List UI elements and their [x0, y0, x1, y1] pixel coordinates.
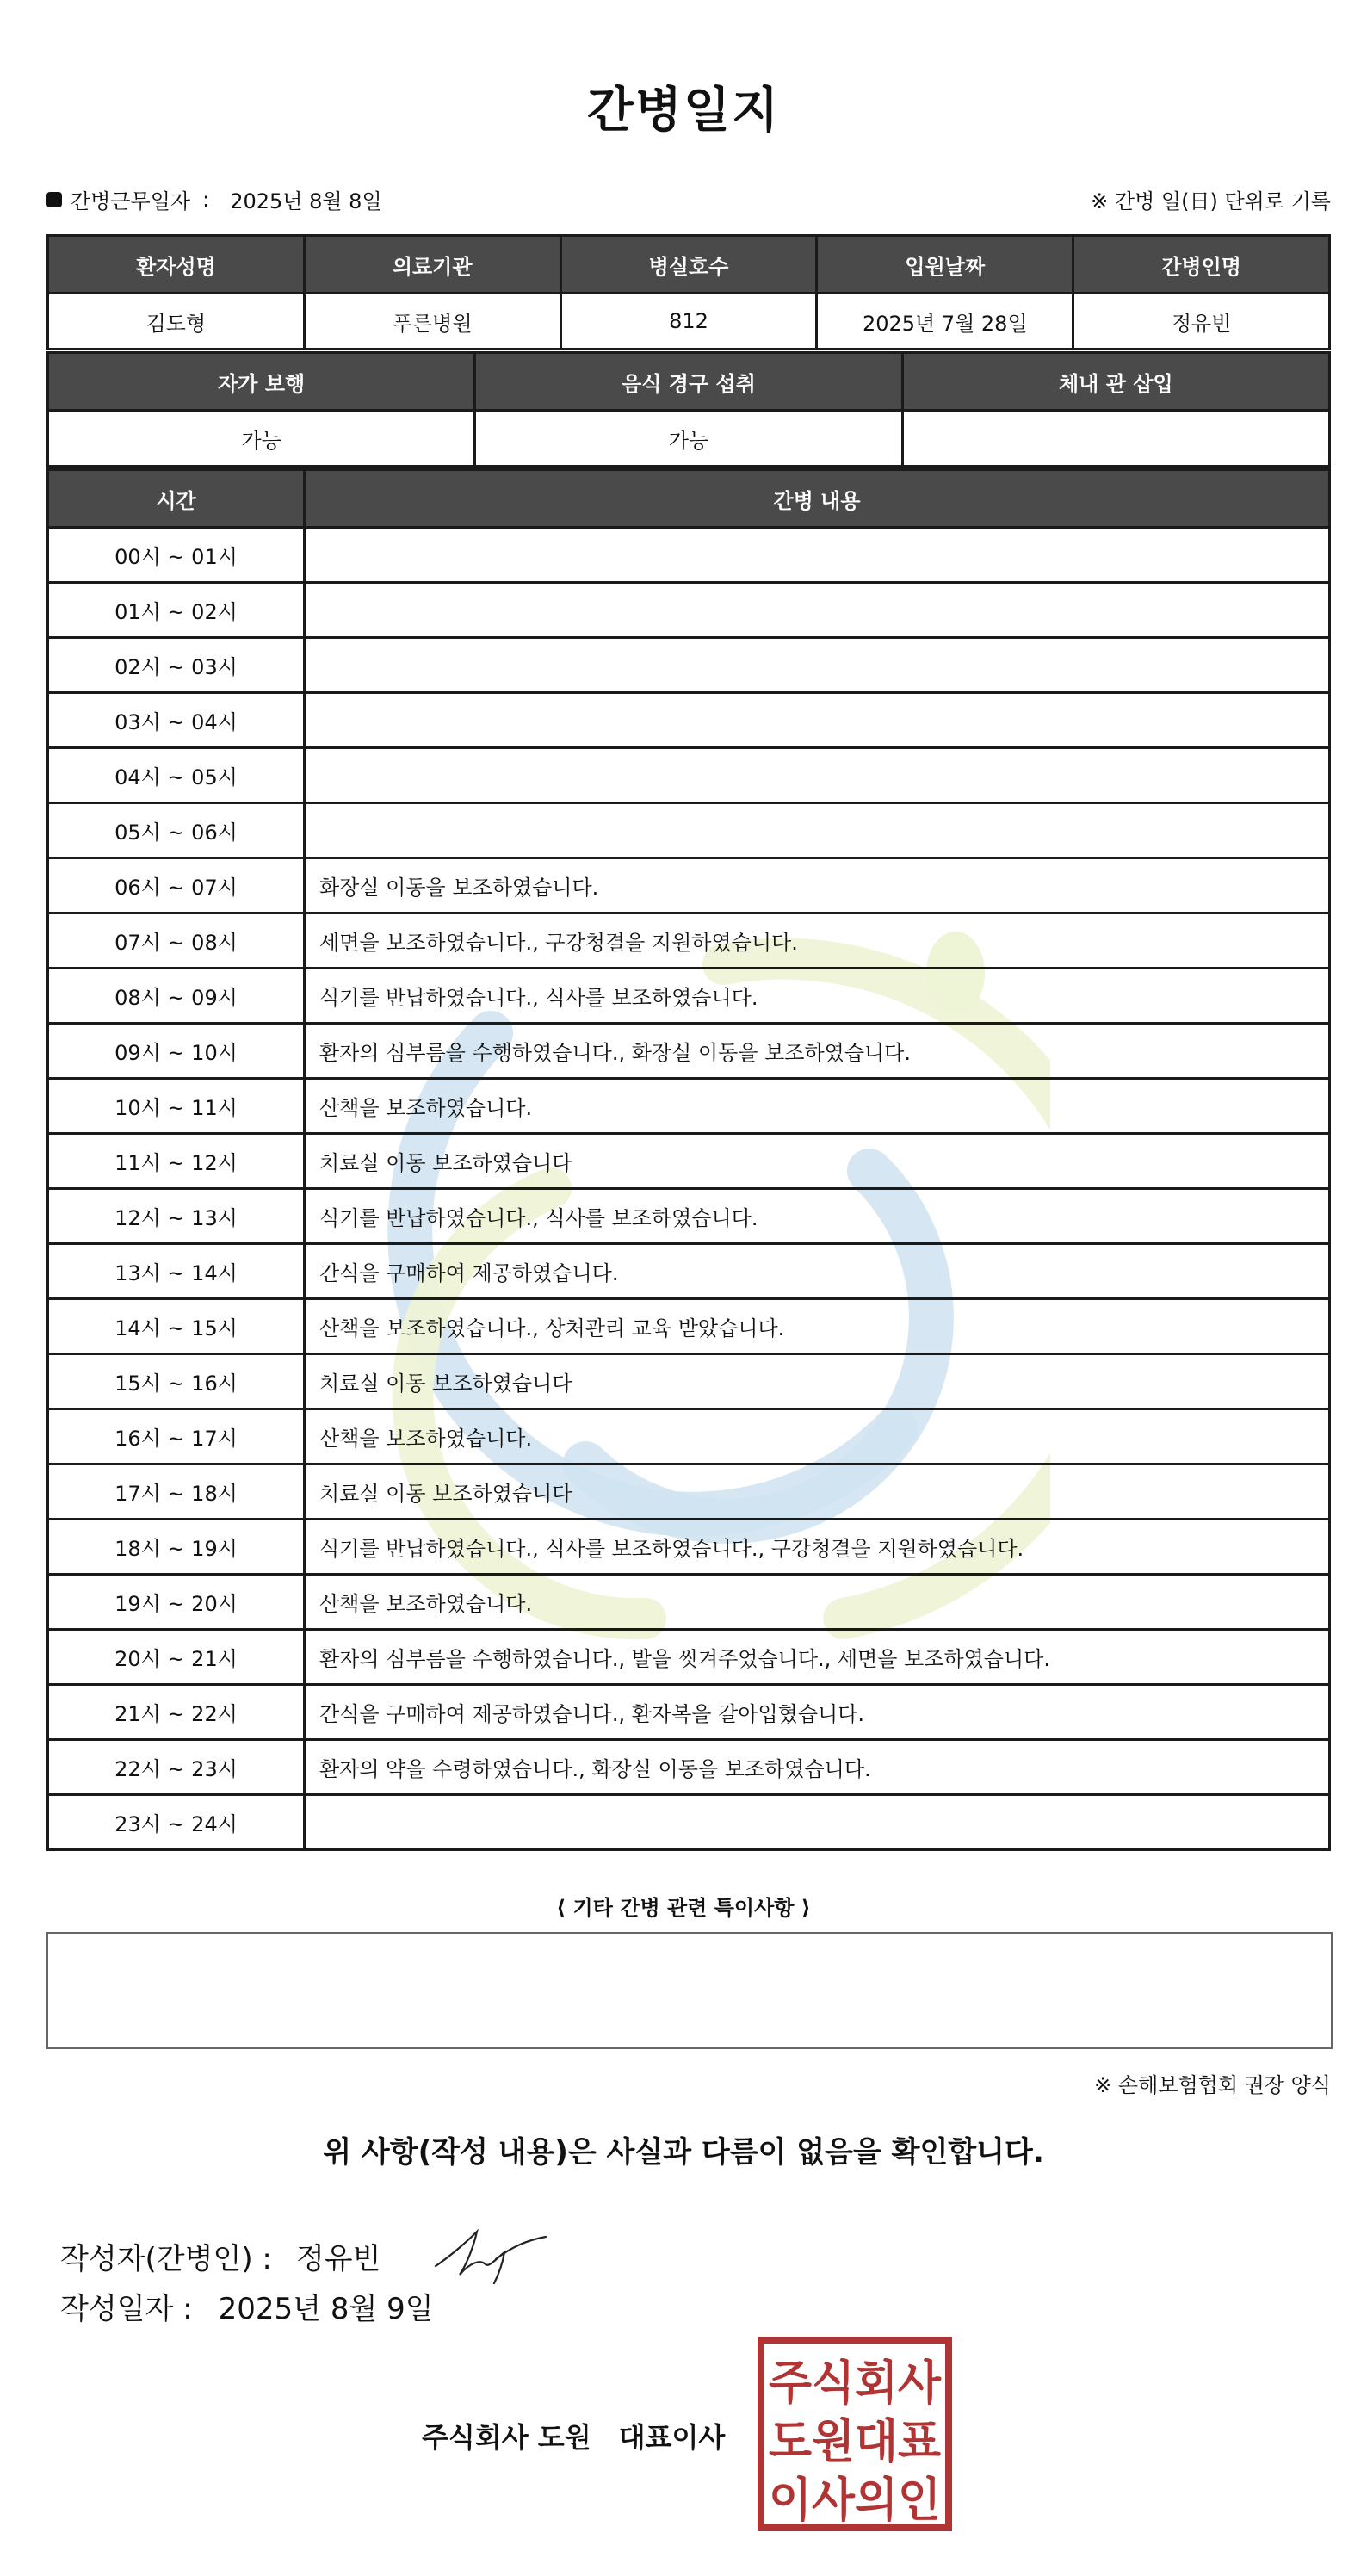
table-row	[48, 1354, 1330, 1409]
handwritten-signature	[425, 2221, 554, 2290]
table-row	[48, 1299, 1330, 1354]
content-cell	[305, 1795, 1330, 1850]
table-row	[48, 1520, 1330, 1575]
table-row	[48, 1575, 1330, 1630]
time-cell: 05시 ~ 06시	[48, 803, 305, 858]
remarks-box	[46, 1932, 1333, 2049]
table-row	[48, 913, 1330, 969]
time-cell: 23시 ~ 24시	[48, 1795, 305, 1850]
header-tube-insertion: 체내 관 삽입	[902, 353, 1329, 411]
time-cell: 14시 ~ 15시	[48, 1299, 305, 1354]
company-ceo-label: 대표이사	[618, 2421, 726, 2454]
table-row	[48, 803, 1330, 858]
content-cell: 산책을 보조하였습니다.	[305, 1575, 1330, 1630]
patient-name: 김도형	[48, 294, 305, 350]
content-cell: 세면을 보조하였습니다., 구강청결을 지원하였습니다.	[305, 913, 1330, 969]
care-log-header-row	[48, 470, 1330, 528]
header-care-content: 간병 내용	[305, 470, 1330, 528]
self-walking-value: 가능	[48, 411, 475, 467]
caregiver-name: 정유빈	[1073, 294, 1330, 350]
content-cell: 간식을 구매하여 제공하였습니다.	[305, 1244, 1330, 1299]
table-row	[48, 1079, 1330, 1134]
header-time: 시간	[48, 470, 305, 528]
time-cell: 01시 ~ 02시	[48, 583, 305, 638]
table-row	[48, 1244, 1330, 1299]
seal-line-3: 이사의인	[769, 2473, 941, 2527]
oral-intake-value: 가능	[475, 411, 902, 467]
bullet-square-icon	[46, 192, 62, 207]
company-seal-stamp	[758, 2337, 952, 2531]
time-cell: 22시 ~ 23시	[48, 1740, 305, 1795]
header-oral-intake: 음식 경구 섭취	[475, 353, 902, 411]
time-cell: 12시 ~ 13시	[48, 1189, 305, 1244]
time-cell: 10시 ~ 11시	[48, 1079, 305, 1134]
work-date-value: 2025년 8월 8일	[230, 189, 382, 214]
table-row	[48, 969, 1330, 1024]
admission-date: 2025년 7월 28일	[817, 294, 1073, 350]
table-row	[48, 693, 1330, 748]
document-title: 간병일지	[586, 83, 781, 139]
company-row	[422, 2416, 725, 2455]
content-cell: 산책을 보조하였습니다.	[305, 1409, 1330, 1464]
written-date-label: 작성일자 :	[60, 2292, 193, 2326]
seal-line-2: 도원대표	[769, 2414, 941, 2468]
time-cell: 15시 ~ 16시	[48, 1354, 305, 1409]
header-admission-date: 입원날짜	[817, 236, 1073, 294]
table-row	[48, 638, 1330, 693]
table-row	[48, 1685, 1330, 1740]
work-date-row	[46, 184, 1331, 219]
care-log-table	[46, 468, 1331, 1851]
tube-insertion-value	[902, 411, 1329, 467]
written-date-value: 2025년 8월 9일	[218, 2292, 434, 2326]
time-cell: 16시 ~ 17시	[48, 1409, 305, 1464]
header-self-walking: 자가 보행	[48, 353, 475, 411]
content-cell: 환자의 심부름을 수행하였습니다., 화장실 이동을 보조하였습니다.	[305, 1024, 1330, 1079]
content-cell: 식기를 반납하였습니다., 식사를 보조하였습니다.	[305, 969, 1330, 1024]
company-name: 주식회사 도원	[422, 2421, 591, 2454]
time-cell: 09시 ~ 10시	[48, 1024, 305, 1079]
time-cell: 08시 ~ 09시	[48, 969, 305, 1024]
content-cell: 환자의 약을 수령하였습니다., 화장실 이동을 보조하였습니다.	[305, 1740, 1330, 1795]
table-row	[48, 1024, 1330, 1079]
patient-info-table	[46, 234, 1331, 350]
time-cell: 11시 ~ 12시	[48, 1134, 305, 1189]
time-cell: 17시 ~ 18시	[48, 1464, 305, 1520]
content-cell	[305, 638, 1330, 693]
content-cell: 산책을 보조하였습니다., 상처관리 교육 받았습니다.	[305, 1299, 1330, 1354]
writer-label: 작성자(간병인) :	[60, 2241, 272, 2276]
work-date-colon: :	[202, 187, 210, 212]
remarks-title: ⟨ 기타 간병 관련 특이사항 ⟩	[556, 1896, 811, 1920]
content-cell: 화장실 이동을 보조하였습니다.	[305, 858, 1330, 913]
table-row	[48, 1409, 1330, 1464]
status-header-row	[48, 353, 1330, 411]
time-cell: 13시 ~ 14시	[48, 1244, 305, 1299]
table-row	[48, 858, 1330, 913]
time-cell: 00시 ~ 01시	[48, 528, 305, 583]
patient-header-row	[48, 236, 1330, 294]
work-date-label: 간병근무일자	[71, 189, 191, 214]
table-row	[48, 583, 1330, 638]
header-patient-name: 환자성명	[48, 236, 305, 294]
content-cell: 환자의 심부름을 수행하였습니다., 발을 씻겨주었습니다., 세면을 보조하였습니다.	[305, 1630, 1330, 1685]
table-row	[48, 528, 1330, 583]
time-cell: 04시 ~ 05시	[48, 748, 305, 803]
content-cell	[305, 693, 1330, 748]
content-cell: 식기를 반납하였습니다., 식사를 보조하였습니다., 구강청결을 지원하였습니다.	[305, 1520, 1330, 1575]
patient-value-row	[48, 294, 1330, 350]
table-row	[48, 1464, 1330, 1520]
content-cell	[305, 528, 1330, 583]
content-cell: 간식을 구매하여 제공하였습니다., 환자복을 갈아입혔습니다.	[305, 1685, 1330, 1740]
table-row	[48, 1189, 1330, 1244]
written-date-row	[60, 2285, 434, 2327]
time-cell: 02시 ~ 03시	[48, 638, 305, 693]
writer-name: 정유빈	[295, 2241, 381, 2276]
table-row	[48, 748, 1330, 803]
writer-row	[60, 2221, 554, 2290]
content-cell: 산책을 보조하였습니다.	[305, 1079, 1330, 1134]
patient-status-table	[46, 351, 1331, 468]
time-cell: 06시 ~ 07시	[48, 858, 305, 913]
content-cell: 치료실 이동 보조하였습니다	[305, 1354, 1330, 1409]
header-hospital: 의료기관	[304, 236, 560, 294]
time-cell: 20시 ~ 21시	[48, 1630, 305, 1685]
table-row	[48, 1630, 1330, 1685]
form-source-note: ※ 손해보험협회 권장 양식	[1094, 2073, 1331, 2097]
seal-line-1: 주식회사	[769, 2356, 942, 2410]
content-cell	[305, 583, 1330, 638]
time-cell: 07시 ~ 08시	[48, 913, 305, 969]
hospital-name: 푸른병원	[304, 294, 560, 350]
time-cell: 18시 ~ 19시	[48, 1520, 305, 1575]
time-cell: 03시 ~ 04시	[48, 693, 305, 748]
time-cell: 21시 ~ 22시	[48, 1685, 305, 1740]
confirmation-statement: 위 사항(작성 내용)은 사실과 다름이 없음을 확인합니다.	[323, 2135, 1044, 2170]
room-number: 812	[560, 294, 817, 350]
content-cell	[305, 748, 1330, 803]
time-cell: 19시 ~ 20시	[48, 1575, 305, 1630]
unit-note: ※ 간병 일(日) 단위로 기록	[1091, 189, 1331, 214]
table-row	[48, 1134, 1330, 1189]
header-room: 병실호수	[560, 236, 817, 294]
header-caregiver: 간병인명	[1073, 236, 1330, 294]
table-row	[48, 1795, 1330, 1850]
content-cell: 치료실 이동 보조하였습니다	[305, 1134, 1330, 1189]
content-cell	[305, 803, 1330, 858]
content-cell: 식기를 반납하였습니다., 식사를 보조하였습니다.	[305, 1189, 1330, 1244]
content-cell: 치료실 이동 보조하였습니다	[305, 1464, 1330, 1520]
table-row	[48, 1740, 1330, 1795]
status-value-row	[48, 411, 1330, 467]
